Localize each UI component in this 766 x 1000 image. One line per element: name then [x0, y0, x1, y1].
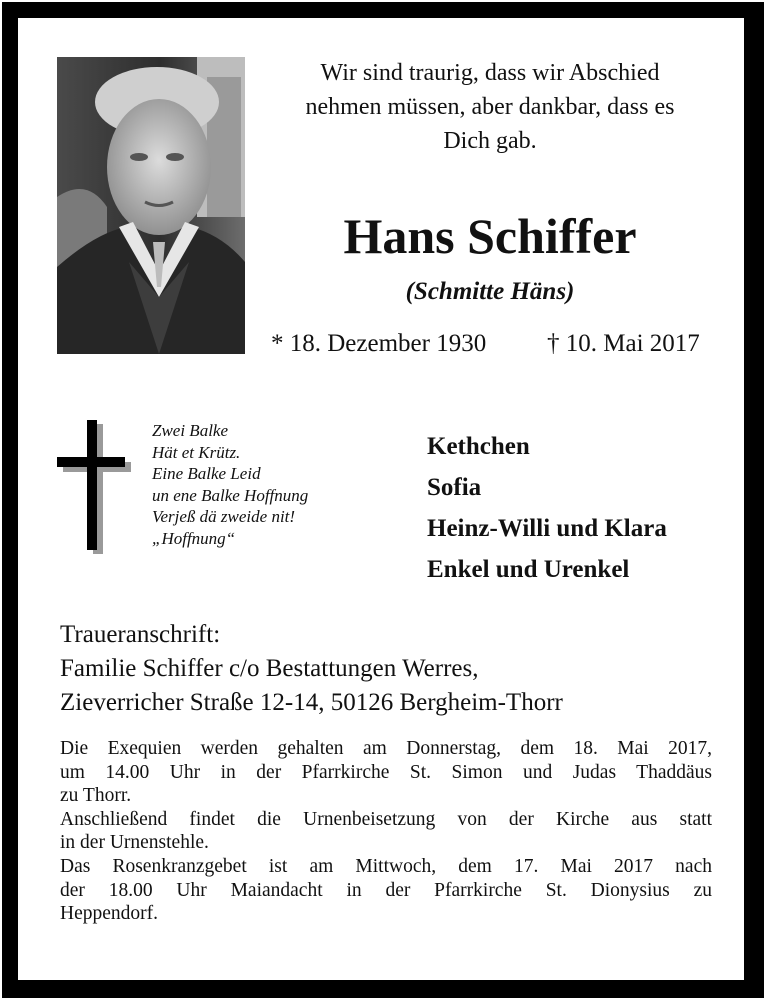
details-line: der 18.00 Uhr Maiandacht in der Pfarrkirche St. Dionysius zu	[60, 879, 712, 901]
details-line: um 14.00 Uhr in der Pfarrkirche St. Simon und Judas Thaddäus	[60, 761, 712, 783]
details-line: in der Urnenstehle.	[60, 832, 209, 854]
details-line: Heppendorf.	[60, 903, 159, 925]
mourner: Kethchen	[427, 433, 530, 460]
cross-icon	[57, 420, 131, 554]
poem-line: „Hoffnung“	[152, 528, 236, 548]
poem-line: un ene Balke Hoffnung	[152, 485, 309, 505]
mourning-address	[60, 618, 563, 720]
poem-line: Verjeß dä zweide nit!	[152, 507, 296, 526]
address-label: Traueranschrift:	[60, 621, 221, 648]
quote-line: Wir sind traurig, dass wir Abschied	[320, 60, 660, 86]
poem-line: Zwei Balke	[152, 421, 229, 440]
mourner: Heinz-Willi und Klara	[427, 515, 667, 542]
details-line: Das Rosenkranzgebet ist am Mittwoch, dem 17. Mai 2017 nach	[60, 855, 712, 877]
details-line: Die Exequien werden gehalten am Donnerstag, dem 18. Mai 2017,	[60, 738, 712, 759]
deceased-nickname: (Schmitte Häns)	[405, 278, 575, 305]
poem-line: Hät et Krütz.	[152, 442, 241, 462]
death-date: † 10. Mai 2017	[547, 330, 700, 357]
quote	[262, 56, 718, 158]
portrait-photo	[57, 57, 245, 354]
address-line: Zieverricher Straße 12-14, 50126 Bergheim-Thorr	[60, 689, 563, 716]
quote-line: Dich gab.	[443, 128, 537, 154]
mourners-list	[427, 426, 667, 590]
birth-date: * 18. Dezember 1930	[271, 330, 487, 357]
mourner: Sofia	[427, 474, 482, 501]
mourner: Enkel und Urenkel	[427, 556, 630, 583]
deceased-name: Hans Schiffer	[343, 208, 637, 264]
details-line: Anschließend findet die Urnenbeisetzung von der Kirche aus statt	[60, 808, 712, 830]
service-details	[60, 737, 712, 926]
quote-line: nehmen müssen, aber dankbar, dass es	[305, 94, 675, 120]
details-line: zu Thorr.	[60, 785, 132, 807]
poem	[152, 420, 308, 549]
address-line: Familie Schiffer c/o Bestattungen Werres,	[60, 655, 479, 682]
poem-line: Eine Balke Leid	[152, 464, 261, 483]
